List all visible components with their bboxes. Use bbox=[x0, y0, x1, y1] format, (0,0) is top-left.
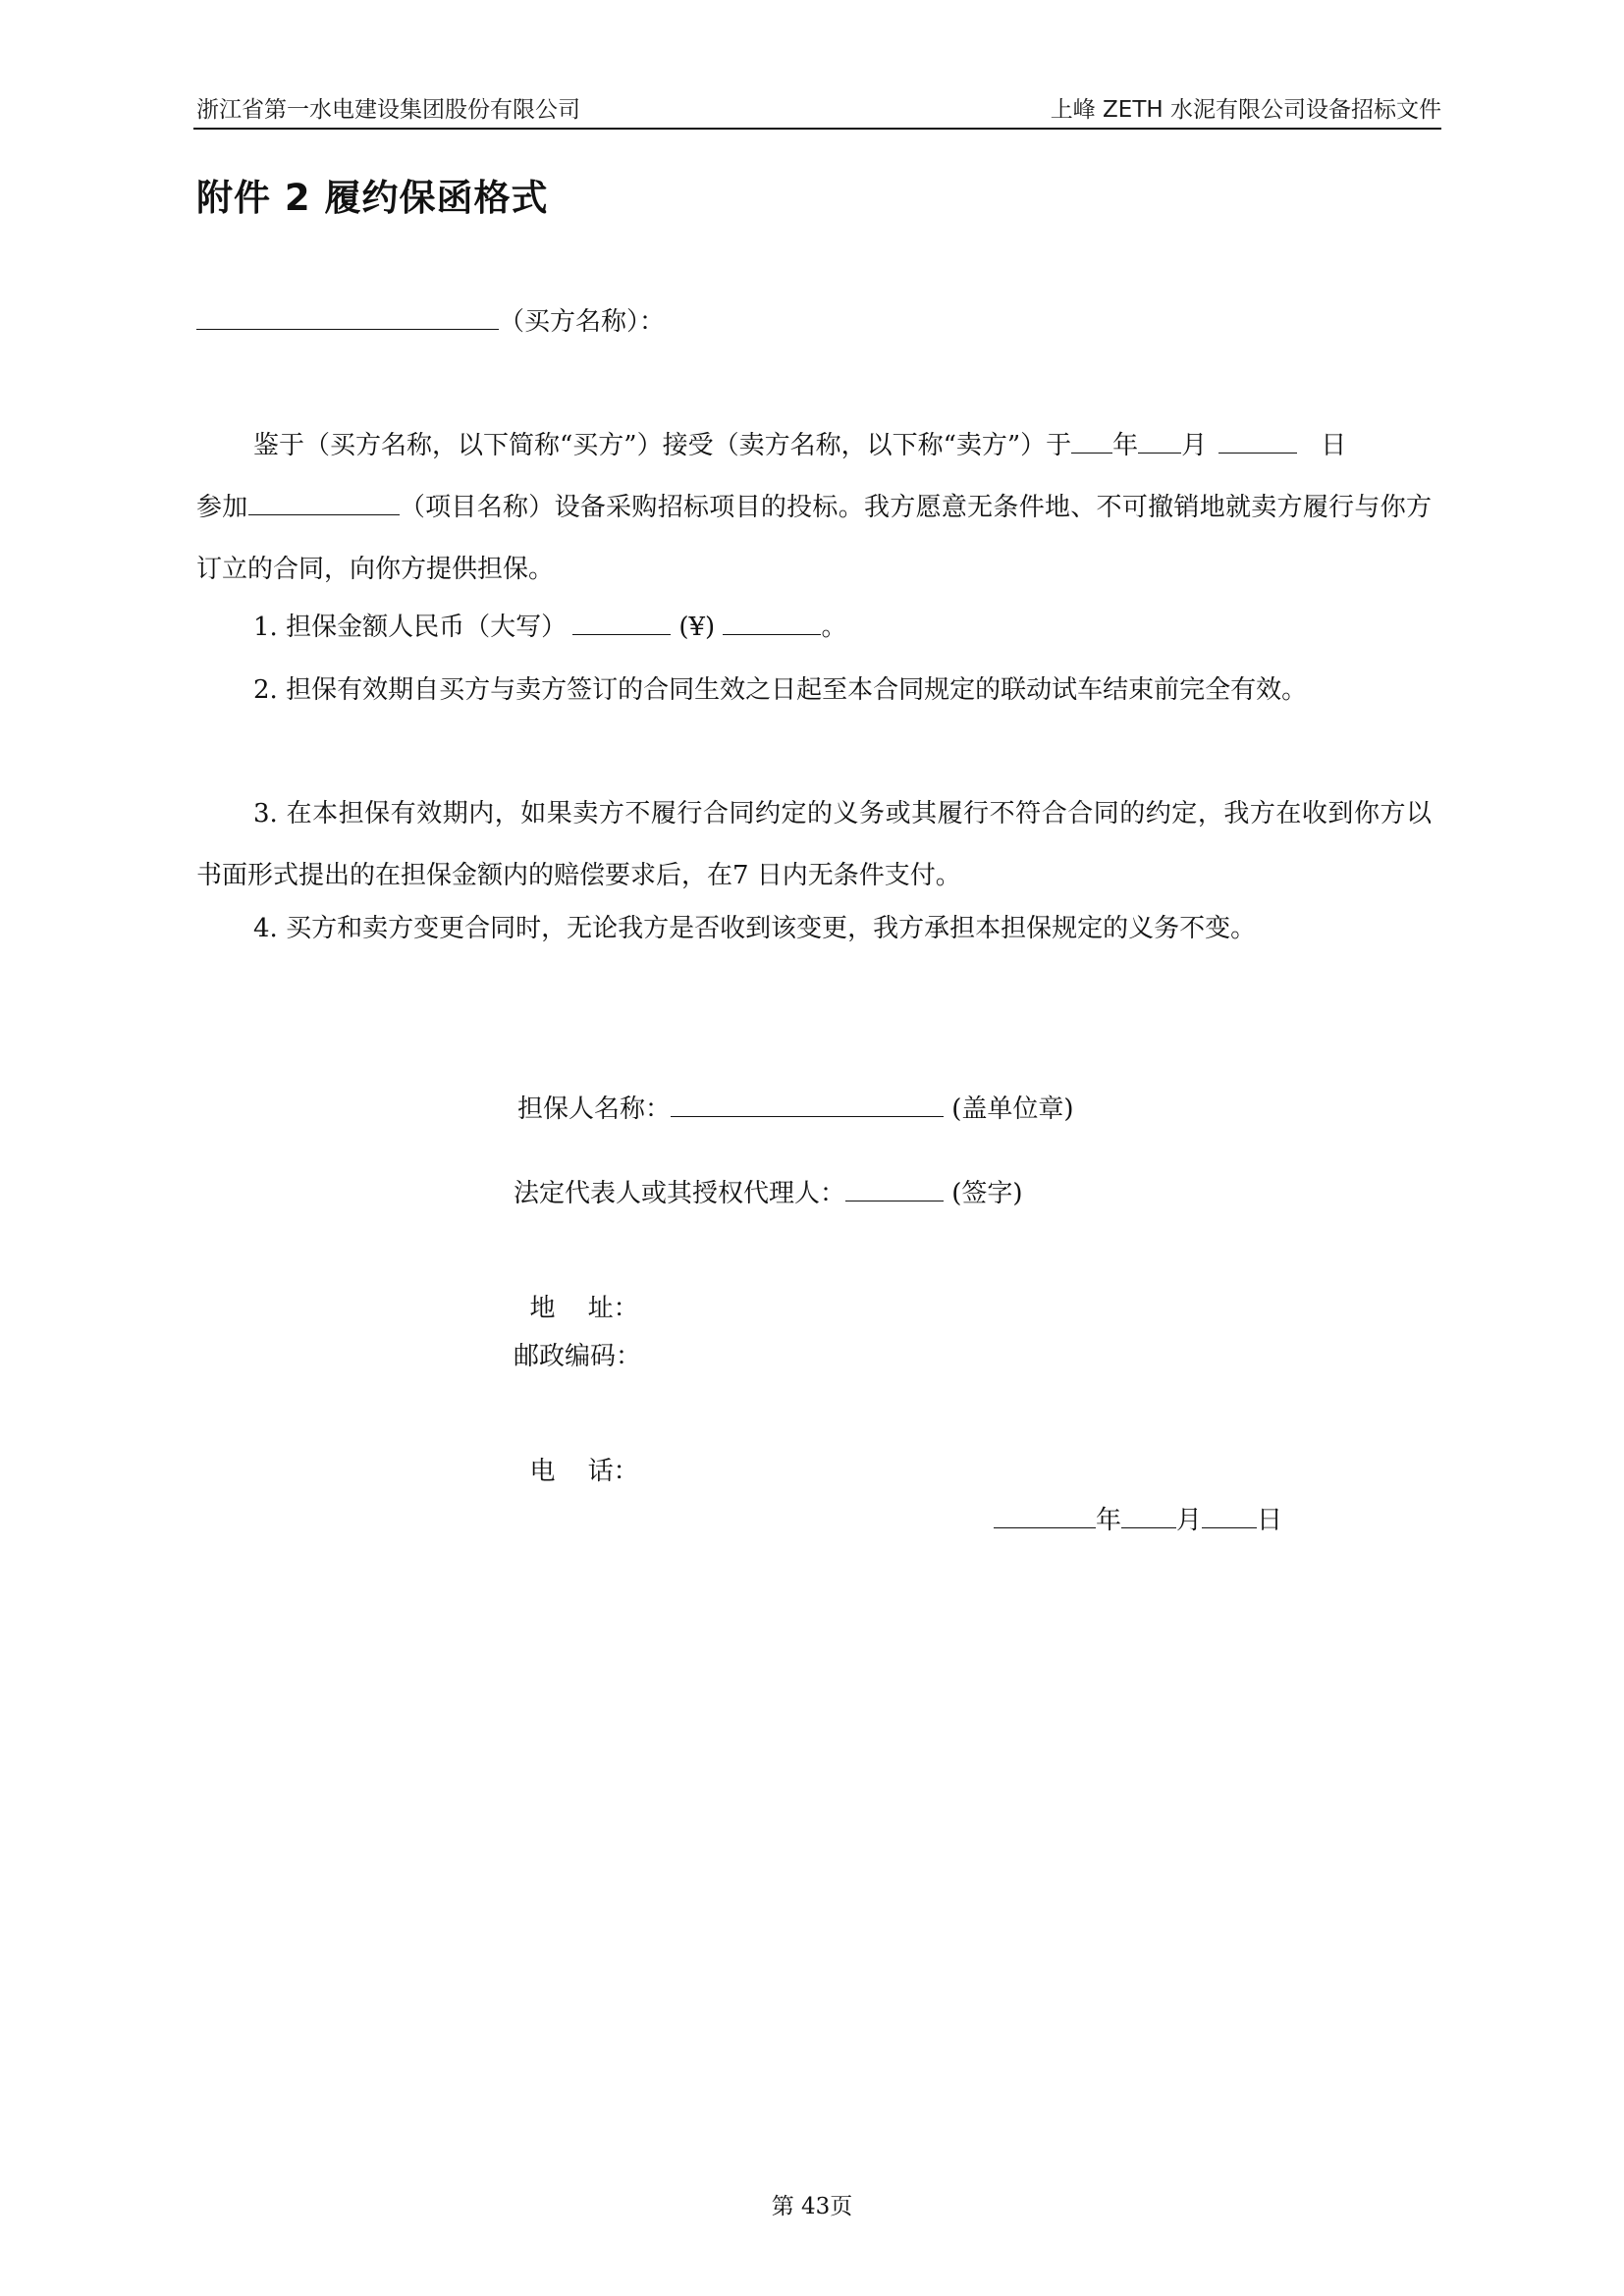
guarantor-name-line bbox=[517, 1093, 1074, 1126]
date-month-blank bbox=[1138, 429, 1181, 454]
clause-2 bbox=[196, 660, 1432, 721]
page-title: 附件 2 履约保函格式 bbox=[196, 177, 549, 219]
clause-3 bbox=[196, 783, 1432, 907]
postcode-label: 邮政编码： bbox=[514, 1342, 642, 1371]
clause-3-text: 3. 在本担保有效期内，如果卖方不履行合同约定的义务或其履行不符合合同的约定，我方在收到你方以书面形式提出的在担保金额内的赔偿要求后，在7 日内无条件支付。 bbox=[196, 799, 1432, 890]
sign-year-blank bbox=[994, 1504, 1096, 1528]
intro-text-2: 参加 bbox=[196, 493, 248, 522]
address-line bbox=[514, 1258, 639, 1325]
sign-day-blank bbox=[1202, 1504, 1257, 1528]
header-company: 浙江省第一水电建设集团股份有限公司 bbox=[196, 97, 580, 123]
clause-2-text: 2. 担保有效期自买方与卖方签订的合同生效之日起至本合同规定的联动试车结束前完全有效。 bbox=[253, 675, 1308, 705]
sign-day-label: 日 bbox=[1257, 1506, 1283, 1535]
representative-label: 法定代表人或其授权代理人： bbox=[514, 1179, 846, 1208]
amount-figure-blank bbox=[723, 611, 821, 635]
addressee-line bbox=[196, 305, 665, 339]
date-day-blank bbox=[1218, 429, 1297, 454]
intro-day: 日 bbox=[1321, 431, 1347, 460]
page-number: 第 43页 bbox=[771, 2194, 853, 2219]
phone-label: 电 话： bbox=[529, 1457, 639, 1486]
sign-month-label: 月 bbox=[1176, 1506, 1203, 1535]
representative-signature-blank bbox=[845, 1177, 944, 1201]
header-document-title: 上峰 ZETH 水泥有限公司设备招标文件 bbox=[1050, 97, 1441, 123]
representative-line bbox=[514, 1177, 1023, 1210]
address-label: 地 址： bbox=[529, 1294, 639, 1323]
header-divider bbox=[193, 128, 1441, 130]
sign-year-label: 年 bbox=[1096, 1506, 1122, 1535]
date-year-blank bbox=[1071, 429, 1112, 454]
postcode-line bbox=[514, 1340, 641, 1373]
project-name-blank bbox=[248, 491, 400, 515]
clause-1 bbox=[253, 611, 846, 644]
phone-line bbox=[514, 1421, 639, 1488]
intro-year: 年 bbox=[1112, 431, 1139, 460]
buyer-name-blank bbox=[196, 305, 499, 330]
intro-paragraph bbox=[196, 415, 1432, 601]
signature-date-line bbox=[994, 1504, 1282, 1537]
intro-text-1: 鉴于（买方名称，以下简称“买方”）接受（卖方名称，以下称“卖方”）于 bbox=[253, 431, 1072, 460]
guarantor-name-blank bbox=[671, 1093, 944, 1117]
clause-1-text: 1. 担保金额人民币（大写） bbox=[253, 613, 568, 642]
intro-month: 月 bbox=[1181, 431, 1208, 460]
intro-text-3: （项目名称）设备采购招标项目的投标。我方愿意无条件地、不可撤销地就卖方履行与你方订立的合同，向你方提供担保。 bbox=[196, 493, 1432, 584]
clause-4 bbox=[253, 912, 1256, 945]
clause-1-end: 。 bbox=[821, 613, 847, 642]
guarantor-label: 担保人名称： bbox=[517, 1095, 672, 1124]
representative-sign-note: (签字) bbox=[951, 1179, 1023, 1208]
guarantor-seal-note: (盖单位章) bbox=[951, 1095, 1074, 1124]
amount-words-blank bbox=[572, 611, 671, 635]
clause-4-text: 4. 买方和卖方变更合同时，无论我方是否收到该变更，我方承担本担保规定的义务不变。 bbox=[253, 914, 1257, 943]
addressee-label: （买方名称）： bbox=[499, 307, 666, 337]
sign-month-blank bbox=[1121, 1504, 1176, 1528]
clause-1-yen: (¥) bbox=[678, 613, 716, 642]
